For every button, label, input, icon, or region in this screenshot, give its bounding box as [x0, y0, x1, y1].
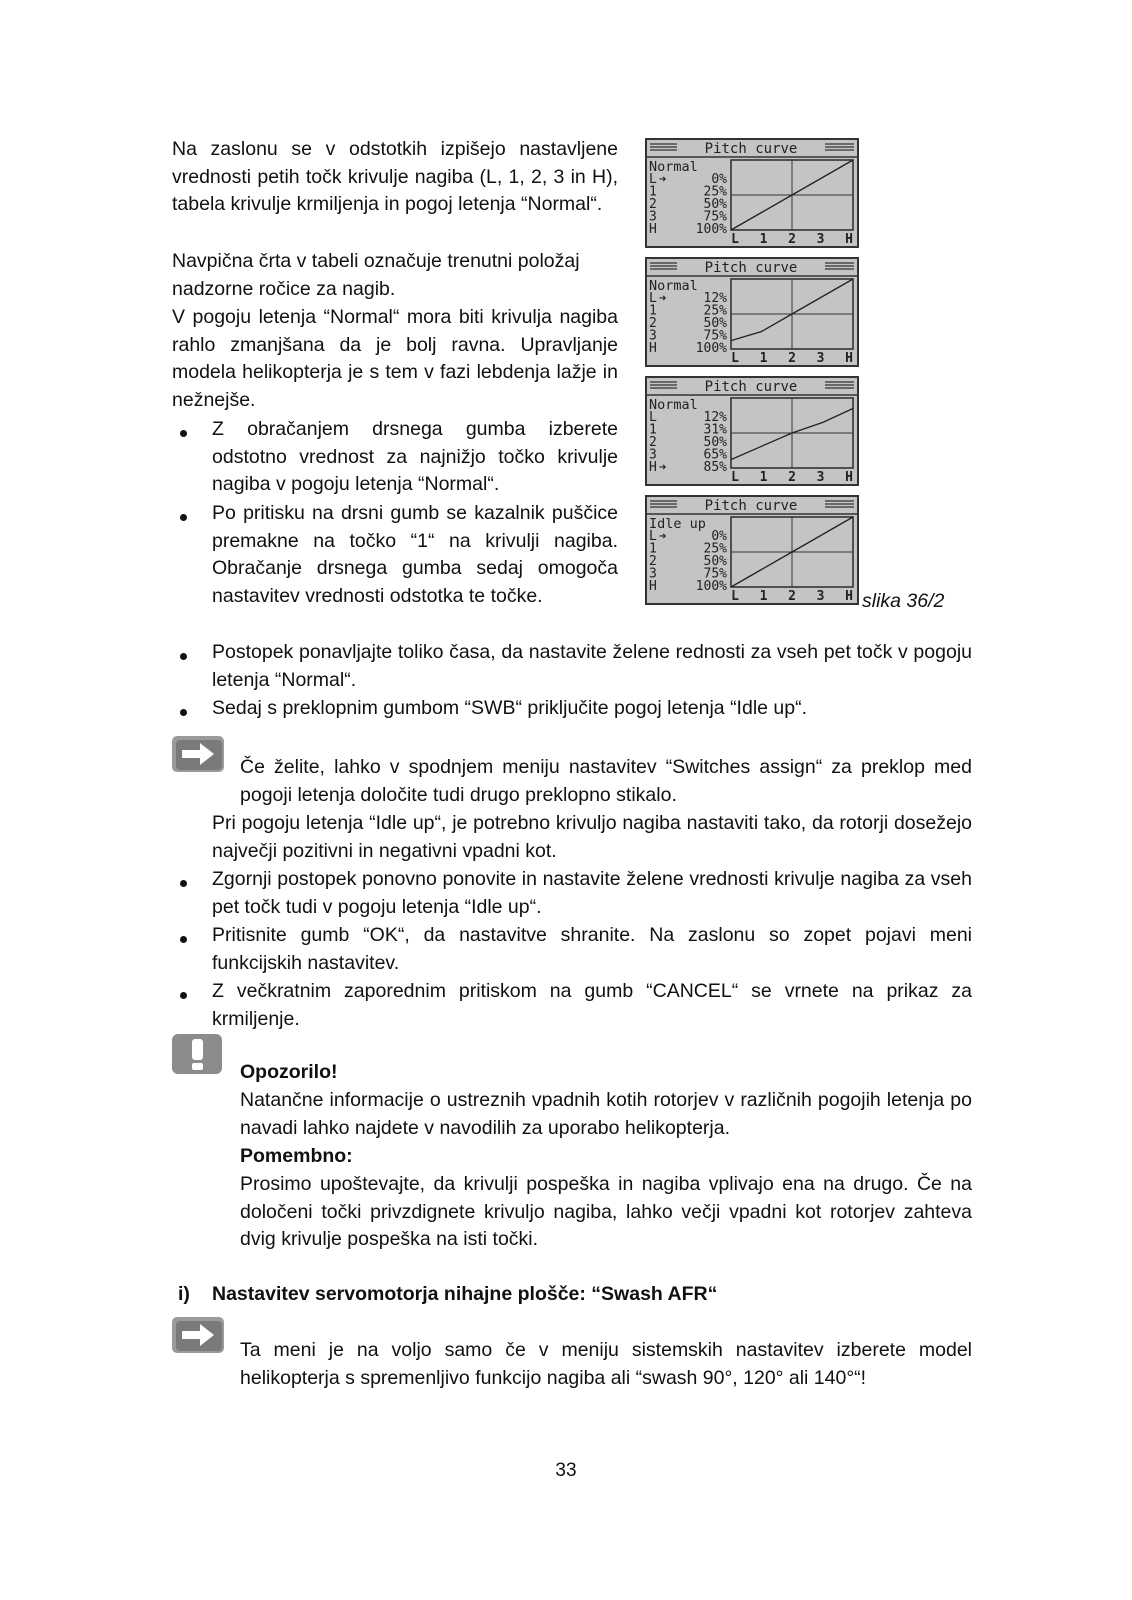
axis-tick-label: L	[731, 470, 739, 484]
bullet-item: Z večkratnim zaporednim pritiskom na gumb “CANCEL“ se vrnete na prikaz za krmiljenje.	[212, 980, 972, 1030]
lcd-row-value: 75%	[703, 328, 727, 344]
arrow-right-icon	[172, 1317, 228, 1357]
arrow-right-icon: ➜	[659, 529, 667, 543]
lcd-row-value: 0%	[711, 172, 727, 187]
section-marker: i)	[178, 1283, 190, 1305]
lcd-screen-pitch-curve	[645, 138, 859, 248]
bullet-dot	[180, 936, 187, 943]
lcd-title: Pitch curve	[704, 260, 798, 276]
lcd-row-value: 100%	[695, 222, 727, 237]
lcd-row-value: 100%	[695, 341, 727, 356]
lcd-row-key: 3	[649, 447, 657, 463]
important-text: Prosimo upoštevajte, da krivulji pospeška in nagiba vplivajo ena na drugo. Če na določeni točki privzdignete krivuljo nagiba, lahko večji vpadni kot rotorjev zahteva dvig krivulje pospeška na isti točki.	[240, 1173, 972, 1251]
warning-text: Natančne informacije o ustreznih vpadnih kotih rotorjev v različnih pogojih letenja po navadi lahko najdete v navodilih za uporabo helikopterja.	[240, 1089, 972, 1139]
lcd-row-value: 31%	[703, 422, 727, 438]
lcd-row-value: 12%	[703, 291, 727, 306]
bullet-dot	[180, 430, 187, 437]
lcd-row-key: L	[649, 410, 657, 425]
section-title: Nastavitev servomotorja nihajne plošče: “Swash AFR“	[212, 1283, 718, 1305]
lcd-row-value: 25%	[703, 541, 727, 557]
important-heading: Pomembno:	[240, 1145, 353, 1167]
lcd-row-key: 1	[649, 184, 657, 200]
bullet-item: Pritisnite gumb “OK“, da nastavitve shranite. Na zaslonu so zopet pojavi meni funkcijskih nastavitev.	[212, 924, 972, 974]
lcd-row-key: L	[649, 291, 657, 306]
lcd-row-key: 2	[649, 316, 657, 331]
note2-text: Ta meni je na voljo samo če v meniju sistemskih nastavitev izberete model helikopterja s spremenljivo funkcijo nagiba ali “swash 90°, 120° ali 140°“!	[240, 1339, 972, 1389]
figure-caption: slika 36/2	[862, 590, 945, 612]
bullet-item: Zgornji postopek ponovno ponovite in nastavite želene vrednosti krivulje nagiba za vseh pet točk tudi v pogoju letenja “Idle up“.	[212, 868, 972, 918]
lcd-row-key: 2	[649, 197, 657, 212]
bullet-dot	[180, 514, 187, 521]
warning-heading: Opozorilo!	[240, 1061, 338, 1083]
lcd-row-key: 1	[649, 422, 657, 438]
lcd-mode: Idle up	[649, 516, 706, 532]
bullet-dot	[180, 653, 187, 660]
axis-tick-label: 1	[759, 589, 768, 603]
axis-tick-label: H	[845, 470, 853, 484]
lcd-row-key: 3	[649, 209, 657, 225]
lcd-mode: Normal	[649, 278, 698, 294]
arrow-right-icon: ➜	[659, 291, 667, 305]
arrow-right-icon: ➜	[659, 460, 667, 474]
lcd-row-key: 1	[649, 541, 657, 557]
axis-tick-label: 2	[788, 351, 796, 365]
bullet-item: Postopek ponavljajte toliko časa, da nastavite želene rednosti za vseh pet točk v pogoju letenja “Normal“.	[212, 641, 972, 691]
intro-paragraph-2: Navpična črta v tabeli označuje trenutni položaj nadzorne ročice za nagib.	[172, 250, 580, 300]
lcd-row-key: 2	[649, 554, 657, 569]
axis-tick-label: 3	[816, 470, 825, 484]
lcd-row-value: 65%	[703, 447, 727, 463]
bullet-item: Z obračanjem drsnega gumba izberete odstotno vrednost za najnižjo točko krivulje nagiba v pogoju letenja “Normal“.	[212, 418, 618, 496]
lcd-row-value: 50%	[703, 197, 727, 212]
lcd-row-key: L	[649, 172, 657, 187]
lcd-row-key: 3	[649, 566, 657, 582]
lcd-row-key: 1	[649, 303, 657, 319]
lcd-row-value: 75%	[703, 566, 727, 582]
lcd-screen-pitch-curve	[645, 257, 859, 367]
lcd-mode: Normal	[649, 159, 698, 175]
lcd-row-key: L	[649, 529, 657, 544]
bullet-item: Sedaj s preklopnim gumbom “SWB“ priključite pogoj letenja “Idle up“.	[212, 697, 808, 719]
lcd-title: Pitch curve	[704, 498, 798, 514]
axis-tick-label: 2	[788, 470, 796, 484]
lcd-row-key: H	[649, 460, 657, 475]
axis-tick-label: 3	[816, 351, 825, 365]
bullet-dot	[180, 992, 187, 999]
axis-tick-label: 1	[759, 470, 768, 484]
lcd-row-value: 75%	[703, 209, 727, 225]
bullet-dot	[180, 880, 187, 887]
axis-tick-label: L	[731, 589, 739, 603]
lcd-row-key: 2	[649, 435, 657, 450]
axis-tick-label: L	[731, 232, 739, 246]
intro-paragraph-1: Na zaslonu se v odstotkih izpišejo nastavljene vrednosti petih točk krivulje nagiba (L, 1, 2, 3 in H), tabela krivulje krmiljenja in pogoj letenja “Normal“.	[172, 138, 618, 216]
axis-tick-label: 2	[788, 589, 796, 603]
note-text: Če želite, lahko v spodnjem meniju nastavitev “Switches assign“ za preklop med pogoji letenja določite tudi drugo preklopno stikalo.	[240, 756, 972, 806]
lcd-row-key: H	[649, 579, 657, 594]
lcd-row-value: 85%	[703, 460, 727, 475]
lcd-screen-pitch-curve-idle	[645, 495, 859, 605]
intro-paragraph-3: V pogoju letenja “Normal“ mora biti krivulja nagiba rahlo zmanjšana da je bolj ravna. Upravljanje modela helikopterja je s tem v fazi lebdenja lažje in nežnejše.	[172, 306, 618, 411]
arrow-right-icon: ➜	[659, 172, 667, 186]
lcd-title: Pitch curve	[704, 141, 798, 157]
lcd-row-value: 25%	[703, 303, 727, 319]
lcd-row-value: 0%	[711, 529, 727, 544]
lcd-title: Pitch curve	[704, 379, 798, 395]
axis-tick-label: 3	[816, 232, 825, 246]
lcd-row-value: 12%	[703, 410, 727, 425]
axis-tick-label: 3	[816, 589, 825, 603]
lcd-row-value: 50%	[703, 435, 727, 450]
lcd-row-value: 25%	[703, 184, 727, 200]
axis-tick-label: H	[845, 232, 853, 246]
axis-tick-label: H	[845, 589, 853, 603]
axis-tick-label: 1	[759, 351, 768, 365]
axis-tick-label: 2	[788, 232, 796, 246]
lcd-mode: Normal	[649, 397, 698, 413]
lcd-row-key: 3	[649, 328, 657, 344]
lcd-row-value: 50%	[703, 316, 727, 331]
axis-tick-label: H	[845, 351, 853, 365]
page-number: 33	[555, 1460, 577, 1481]
bullet-dot	[180, 709, 187, 716]
bullet-item: Po pritisku na drsni gumb se kazalnik puščice premakne na točko “1“ na krivulji nagiba. Obračanje drsnega gumba sedaj omogoča nastavitev vrednosti odstotka te točke.	[212, 502, 618, 607]
lcd-row-value: 50%	[703, 554, 727, 569]
exclamation-icon	[172, 1034, 224, 1078]
lcd-screen-pitch-curve	[645, 376, 859, 486]
lcd-row-value: 100%	[695, 579, 727, 594]
lcd-row-key: H	[649, 222, 657, 237]
idle-up-paragraph: Pri pogoju letenja “Idle up“, je potrebno krivuljo nagiba nastaviti tako, da rotorji dosežejo največji pozitivni in negativni vpadni kot.	[212, 812, 972, 862]
axis-tick-label: L	[731, 351, 739, 365]
arrow-right-icon	[172, 736, 228, 776]
axis-tick-label: 1	[759, 232, 768, 246]
lcd-row-key: H	[649, 341, 657, 356]
